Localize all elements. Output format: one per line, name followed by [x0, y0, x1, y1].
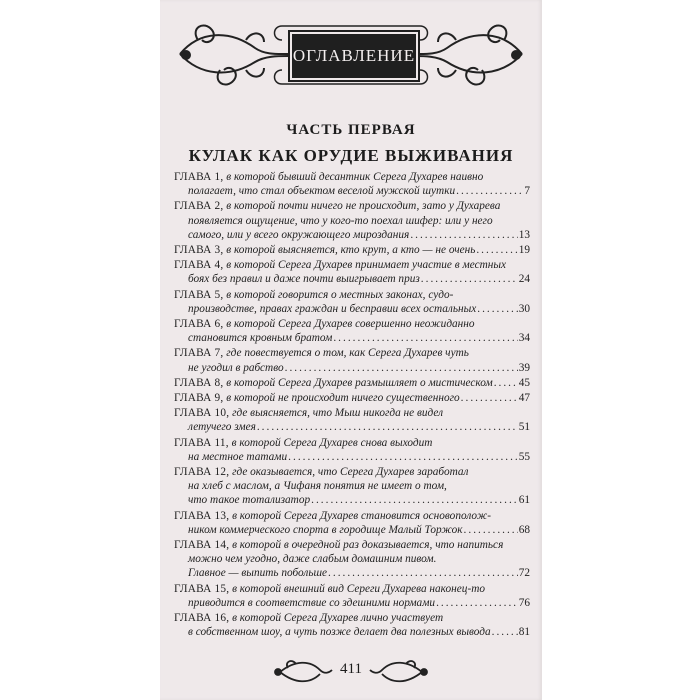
- chapter-description: летучего змея: [188, 421, 256, 434]
- ornamental-header: [160, 0, 542, 100]
- toc-entry: [174, 391, 530, 405]
- table-of-contents: [174, 170, 530, 641]
- chapter-description: что такое тотализатор: [188, 494, 311, 507]
- page-ref: 19: [518, 244, 530, 257]
- chapter-label: ГЛАВА 14,: [174, 539, 230, 552]
- chapter-description: в собственном шоу, а чуть позже делает два полезных вывода: [188, 626, 491, 639]
- page-ref: 55: [518, 450, 530, 463]
- leader-dots: [476, 243, 517, 257]
- page-ref: 47: [518, 392, 530, 405]
- page-ref: 7: [524, 185, 530, 198]
- chapter-description: на местное татами: [188, 450, 288, 463]
- chapter-description: можно чем угодно, даже слабым домашним пивом.: [188, 553, 437, 566]
- chapter-description: ником коммерческого спорта в городище Малый Торжок: [188, 523, 463, 536]
- chapter-label: ГЛАВА 15,: [174, 582, 230, 595]
- page-ref: 61: [518, 494, 530, 507]
- part-title: КУЛАК КАК ОРУДИЕ ВЫЖИВАНИЯ: [188, 146, 514, 165]
- page-ref: 81: [518, 626, 530, 639]
- page-ref: 34: [518, 332, 530, 345]
- chapter-description: в которой бывший десантник Серега Духарев наивно: [226, 171, 484, 183]
- chapter-description: в которой Серега Духарев совершенно неожиданно: [226, 318, 475, 331]
- chapter-label: ГЛАВА 13,: [174, 509, 230, 522]
- chapter-description: в которой не происходит ничего существенного: [226, 392, 460, 405]
- toc-entry: [174, 406, 530, 434]
- chapter-description: появляется ощущение, что у кого-то поехал шифер: или у него: [188, 214, 493, 227]
- chapter-description: производстве, правах граждан и бесправии всех остальных: [188, 302, 477, 315]
- chapter-label: ГЛАВА 5,: [174, 288, 224, 301]
- page-ref: 24: [518, 273, 530, 286]
- toc-entry: [174, 465, 530, 508]
- page-ref: 13: [518, 228, 530, 241]
- chapter-label: ГЛАВА 16,: [174, 612, 230, 625]
- chapter-description: боях без правил и даже почти выигрывает приз: [188, 273, 420, 286]
- toc-entry: [174, 582, 530, 610]
- toc-entry: [174, 436, 530, 464]
- leader-dots: [328, 566, 518, 580]
- chapter-description: в которой Серега Духарев становится основополож-: [232, 509, 492, 522]
- toc-entry: [174, 170, 530, 198]
- leader-dots: [492, 625, 518, 639]
- chapter-description: в которой выясняется, кто крут, а кто — не очень: [226, 244, 476, 257]
- leader-dots: [333, 331, 517, 345]
- leader-dots: [257, 420, 518, 434]
- chapter-label: ГЛАВА 10,: [174, 407, 230, 420]
- leader-dots: [410, 228, 517, 242]
- toc-entry: [174, 243, 530, 257]
- toc-entry: [174, 538, 530, 581]
- chapter-description: на хлеб с маслом, а Чифаня понятия не имеет о том,: [188, 480, 447, 493]
- chapter-description: где выясняется, что Мыш никогда не видел: [232, 407, 444, 420]
- leader-dots: [456, 184, 523, 198]
- chapter-description: в которой Серега Духарев лично участвует: [232, 612, 444, 625]
- toc-entry: [174, 199, 530, 242]
- chapter-description: приводится в соответствие со здешними нормами: [188, 596, 436, 609]
- leader-dots: [436, 596, 518, 610]
- toc-entry: [174, 611, 530, 639]
- chapter-label: ГЛАВА 12,: [174, 466, 230, 479]
- toc-entry: [174, 258, 530, 286]
- toc-entry: [174, 317, 530, 345]
- chapter-label: ГЛАВА 1,: [174, 171, 224, 183]
- part-label: ЧАСТЬ ПЕРВАЯ: [286, 122, 416, 138]
- chapter-description: в которой внешний вид Сереги Духарева наконец-то: [232, 582, 486, 595]
- chapter-label: ГЛАВА 7,: [174, 347, 224, 360]
- chapter-label: ГЛАВА 6,: [174, 318, 224, 331]
- toc-entry: [174, 509, 530, 537]
- leader-dots: [461, 391, 518, 405]
- toc-entry: [174, 376, 530, 390]
- page-ref: 68: [518, 523, 530, 536]
- toc-entry: [174, 346, 530, 374]
- leader-dots: [285, 361, 518, 375]
- chapter-description: в которой в очередной раз доказывается, что напиться: [232, 539, 504, 552]
- page-ref: 76: [518, 596, 530, 609]
- chapter-label: ГЛАВА 8,: [174, 376, 224, 389]
- chapter-description: в которой Серега Духарев принимает участие в местных: [226, 259, 507, 272]
- chapter-label: ГЛАВА 4,: [174, 259, 224, 272]
- chapter-description: в которой Серега Духарев снова выходит: [231, 436, 433, 449]
- chapter-description: в которой Серега Духарев размышляет о мистическом: [226, 376, 493, 389]
- leader-dots: [464, 523, 518, 537]
- book-page: [160, 0, 542, 700]
- page-footer: [160, 656, 542, 686]
- leader-dots: [421, 272, 518, 286]
- page-ref: 39: [518, 361, 530, 374]
- page-ref: 45: [518, 376, 530, 389]
- chapter-description: не угодил в рабство: [188, 361, 284, 374]
- leader-dots: [311, 493, 518, 507]
- chapter-description: Главное — выпить побольше: [188, 567, 328, 580]
- leader-dots: [477, 302, 517, 316]
- title-box: [292, 34, 416, 78]
- toc-title: ОГЛАВЛЕНИЕ: [292, 46, 416, 65]
- chapter-description: самого, или у всего окружающего мироздания: [188, 228, 410, 241]
- page-number: 411: [340, 661, 362, 677]
- page-ref: 51: [518, 421, 530, 434]
- chapter-label: ГЛАВА 3,: [174, 244, 224, 257]
- chapter-label: ГЛАВА 9,: [174, 392, 224, 405]
- chapter-description: в которой почти ничего не происходит, зато у Духарева: [226, 200, 501, 213]
- chapter-label: ГЛАВА 2,: [174, 200, 224, 213]
- page-ref: 30: [518, 302, 530, 315]
- chapter-description: в которой говорится о местных законах, судо-: [226, 288, 454, 301]
- leader-dots: [494, 376, 518, 390]
- chapter-label: ГЛАВА 11,: [174, 436, 229, 449]
- toc-entry: [174, 288, 530, 316]
- page-ref: 72: [518, 567, 530, 580]
- chapter-description: где повествуется о том, как Серега Духарев чуть: [226, 347, 469, 360]
- chapter-description: полагает, что стал объектом веселой мужской шутки: [188, 185, 456, 198]
- leader-dots: [288, 450, 518, 464]
- chapter-description: где оказывается, что Серега Духарев заработал: [232, 466, 469, 479]
- chapter-description: становится кровным братом: [188, 332, 333, 345]
